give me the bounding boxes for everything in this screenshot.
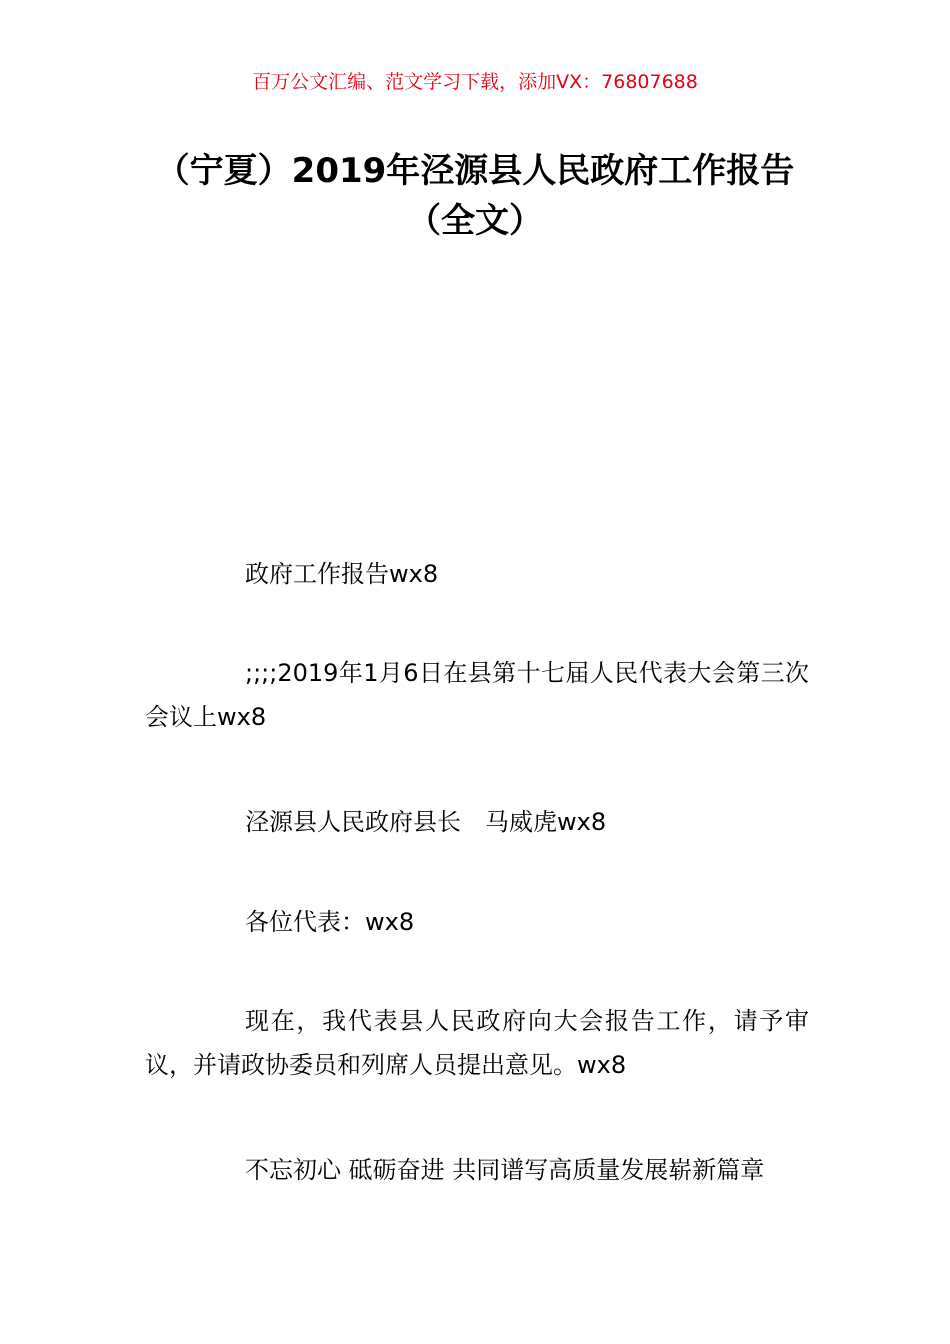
paragraph-salutation: 各位代表：wx8 bbox=[245, 908, 415, 936]
paragraph-speaker: 泾源县人民政府县长 马威虎wx8 bbox=[245, 808, 607, 836]
paragraph-report-heading: 政府工作报告wx8 bbox=[245, 560, 439, 588]
paragraph-section-heading: 不忘初心 砥砺奋进 共同谱写高质量发展崭新篇章 bbox=[245, 1156, 765, 1184]
document-title: （宁夏）2019年泾源县人民政府工作报告（全文） bbox=[155, 151, 795, 241]
paragraph-meeting-date: ;;;;2019年1月6日在县第十七届人民代表大会第三次会议上wx8 bbox=[145, 659, 809, 731]
paragraph-opening: 现在，我代表县人民政府向大会报告工作，请予审议，并请政协委员和列席人员提出意见。wx8 bbox=[145, 1007, 809, 1079]
download-notice: 百万公文汇编、范文学习下载，添加VX：76807688 bbox=[252, 71, 698, 93]
